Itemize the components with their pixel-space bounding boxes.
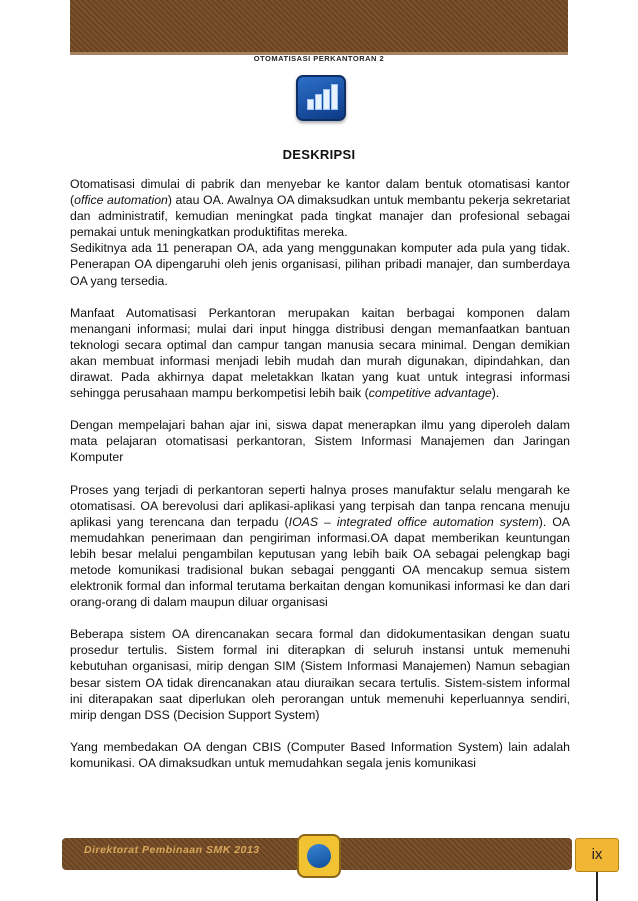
paragraph-3: Manfaat Automatisasi Perkantoran merupakan kaitan berbagai komponen dalam menangani informasi; mulai dari input hingga distribusi dengan memanfaatkan bantuan teknologi secara optimal dan campur tangan manusia secara minimal. Dengan demikian akan membuat informasi menjadi lebih mudah dan murah digunakan, dipindahkan, dan dirawat. Pada akhirnya dapat meletakkan lkatan yang kuat untuk integrasi informasi sehingga perusahaan mampu berkompetisi lebih baik (competitive advantage). [70, 305, 570, 401]
page-title: DESKRIPSI [282, 147, 356, 162]
page-number: ix [575, 838, 619, 872]
book-title: OTOMATISASI PERKANTORAN 2 [253, 54, 385, 63]
paragraph-4: Dengan mempelajari bahan ajar ini, siswa dapat menerapkan ilmu yang diperoleh dalam mata pelajaran otomatisasi perkantoran, Sistem Informasi Manajemen dan Jaringan Komputer [70, 418, 570, 465]
paragraph-1: Otomatisasi dimulai di pabrik dan menyebar ke kantor dalam bentuk otomatisasi kantor (office automation) atau OA. Awalnya OA dimaksudkan untuk membantu pekerja sekretariat dan administratif, kemudian meningkat pada tingkat manajer dan profesional sebagai pemakai untuk meningkatkan produktifitas mereka. [70, 177, 571, 240]
paragraph-6: Beberapa sistem OA direncanakan secara formal dan didokumentasikan dengan suatu prosedur tertulis. Sistem formal ini diterapkan di seluruh instansi untuk memenuhi kebutuhan organisasi, mirip dengan SIM (Sistem Informasi Manajemen) Namun sebagian besar sistem OA tidak direncanakan atau diuraikan secara tertulis. Sistem-sistem informal ini diterapakan saat diperlukan oleh perorangan untuk memenuhi keperluannya sendiri, mirip dengan DSS (Decision Support System) [70, 627, 570, 722]
smk-logo-icon [297, 834, 341, 878]
paragraph-5: Proses yang terjadi di perkantoran seperti halnya proses manufaktur selalu mengarah ke otomatisasi. OA berevolusi dari aplikasi-aplikasi yang terpisah dan tanpa rencana menuju aplikasi yang terencana dan terpadu (IOAS – integrated office automation system). OA memudahkan penerimaan dan pengiriman informasi.OA dapat memberikan keuntungan lebih besar melalui pengambilan keputusan yang lebih baik OA sebagai pelengkap bagi metode komunikasi tradisional bukan sebagai pengganti OA mencakup semua sistem elektronik formal dan informal terutama berkaitan dengan komunikasi informasi ke dan dari orang-orang di dalam maupun diluar organisasi [70, 482, 570, 610]
paragraph-2: Sedikitnya ada 11 penerapan OA, ada yang menggunakan komputer ada pula yang tidak. Penerapan OA dipengaruhi oleh jenis organisasi, pilihan pribadi manajer, dan sumberdaya OA yang tersedia. [70, 241, 570, 288]
page-edge-rule [596, 872, 598, 901]
paragraph-7: Yang membedakan OA dengan CBIS (Computer Based Information System) lain adalah komunikasi. OA dimaksudkan untuk memudahkan segala jenis komunikasi [70, 739, 570, 770]
footer-publisher: Direktorat Pembinaan SMK 2013 [84, 844, 260, 856]
document-body [70, 176, 570, 787]
bar-chart-logo-icon [296, 75, 346, 121]
header-banner [70, 0, 568, 52]
